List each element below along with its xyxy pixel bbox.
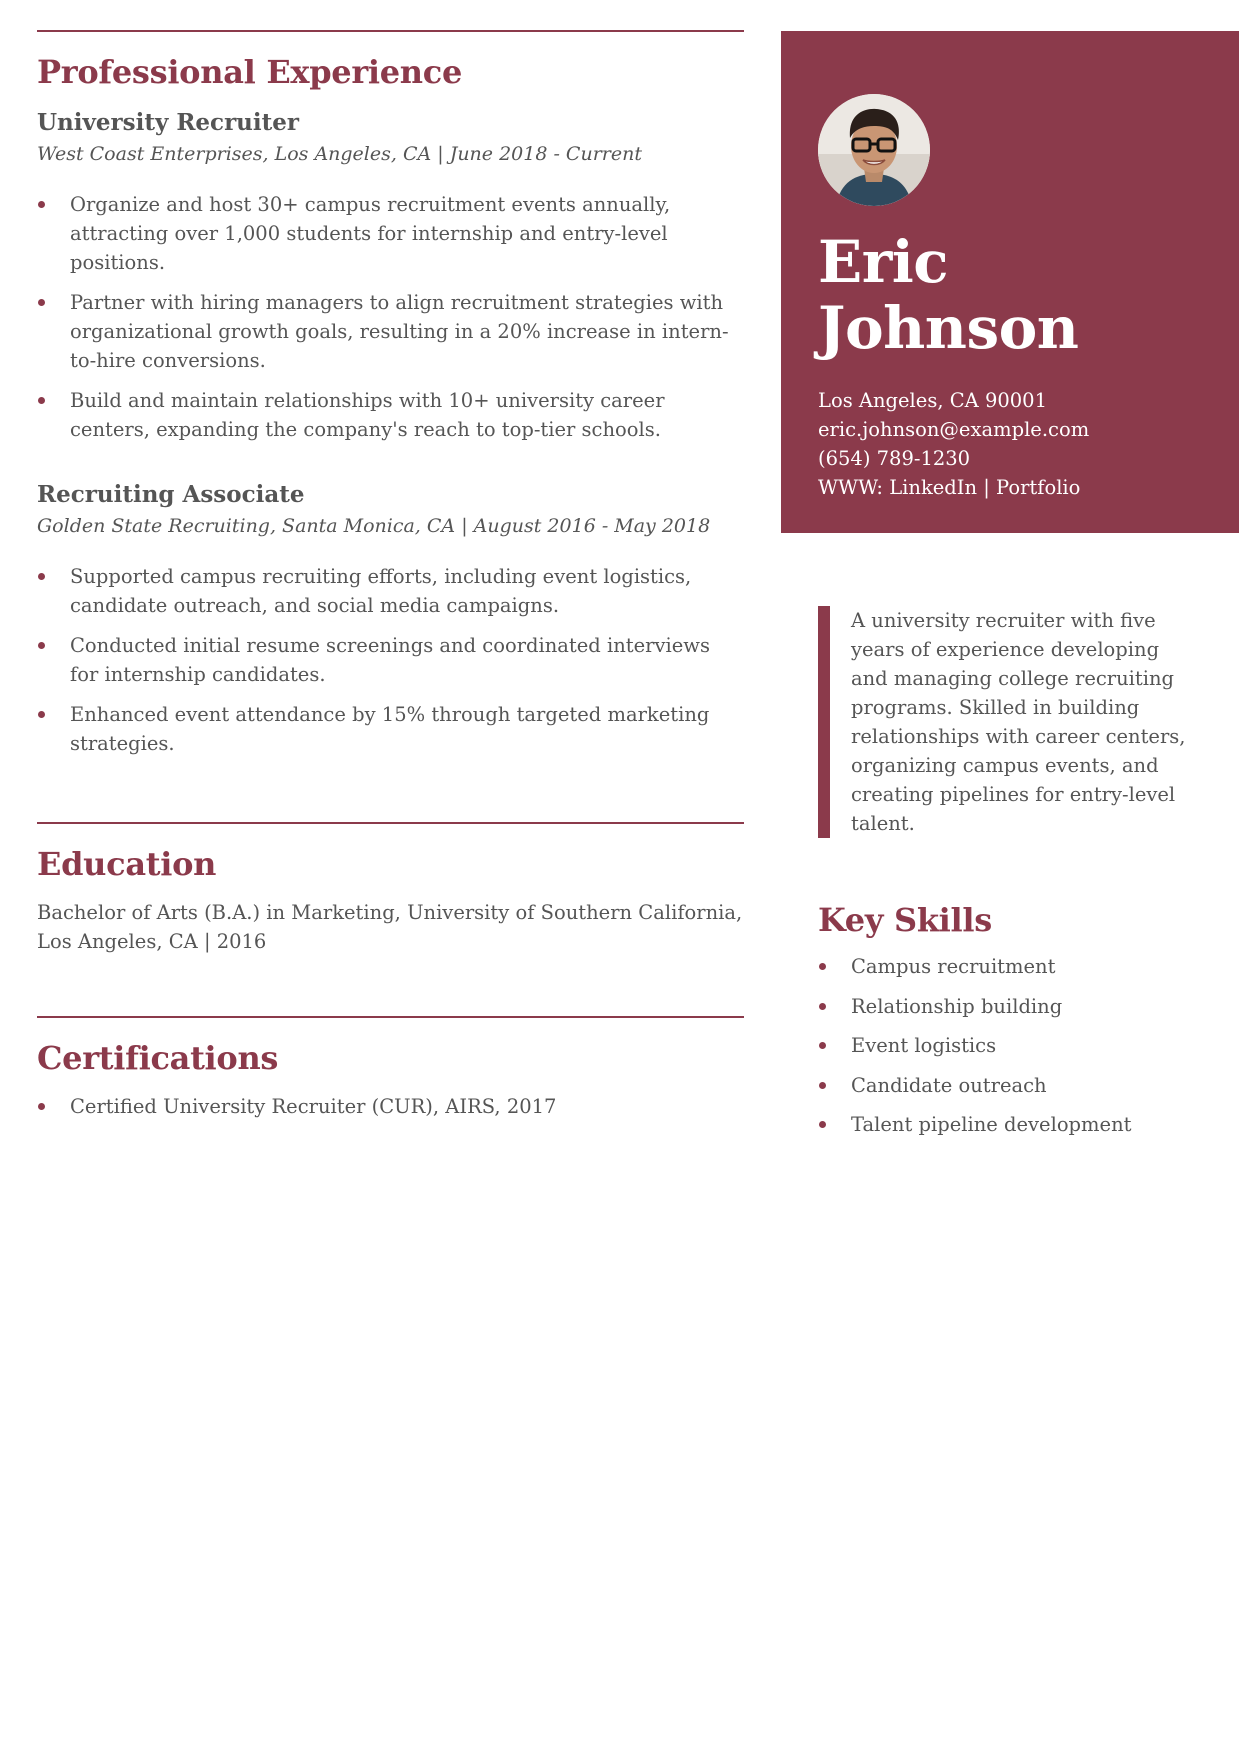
education-heading: Education — [37, 845, 217, 883]
job-dates: June 2018 - Current — [449, 143, 642, 165]
job-company: Golden State Recruiting, Santa Monica, CA — [37, 515, 456, 537]
skill-item: Campus recruitment — [818, 952, 1218, 981]
experience-section — [37, 30, 744, 797]
bullet-item: Supported campus recruiting efforts, including event logistics, candidate outreach, and social media campaigns. — [37, 562, 744, 620]
job-bullets — [37, 562, 744, 758]
skills-heading: Key Skills — [818, 901, 992, 939]
job-company: West Coast Enterprises, Los Angeles, CA — [37, 143, 432, 165]
job-meta: West Coast Enterprises, Los Angeles, CA | June 2018 - Current — [37, 143, 642, 165]
contact-info — [818, 386, 1089, 502]
bullet-item: Organize and host 30+ campus recruitment events annually, attracting over 1,000 students for internship and entry-level positions. — [37, 190, 744, 277]
job-title: University Recruiter — [37, 109, 300, 136]
education-section — [37, 822, 744, 1016]
job-entry — [37, 480, 744, 758]
experience-heading: Professional Experience — [37, 53, 463, 91]
skill-item: Relationship building — [818, 992, 1218, 1021]
bullet-item: Partner with hiring managers to align recruitment strategies with organizational growth goals, resulting in a 20% increase in intern-to-hire conversions. — [37, 288, 744, 375]
job-entry — [37, 108, 744, 444]
skills-list — [818, 952, 1218, 1139]
first-name: Eric — [818, 228, 949, 296]
header-banner — [781, 31, 1239, 533]
last-name: Johnson — [818, 294, 1079, 362]
certifications-heading: Certifications — [37, 1039, 279, 1077]
bullet-item: Enhanced event attendance by 15% through targeted marketing strategies. — [37, 700, 744, 758]
certifications-section — [37, 1016, 744, 1121]
profile-summary: A university recruiter with five years of experience developing and managing college recruiting programs. Skilled in building relationships with career centers, organizing campus events, and creating pipelines for entry-level talent. — [818, 606, 1198, 838]
certifications-list — [37, 1092, 744, 1121]
skills-section — [818, 900, 1218, 1150]
contact-location: Los Angeles, CA 90001 — [818, 389, 1047, 412]
job-dates: August 2016 - May 2018 — [473, 515, 711, 537]
bullet-item: Build and maintain relationships with 10+ university career centers, expanding the company's reach to top-tier schools. — [37, 386, 744, 444]
skill-item: Candidate outreach — [818, 1071, 1218, 1100]
skill-item: Talent pipeline development — [818, 1110, 1218, 1139]
contact-email[interactable]: eric.johnson@example.com — [818, 418, 1090, 441]
bullet-item: Conducted initial resume screenings and coordinated interviews for internship candidates. — [37, 631, 744, 689]
contact-phone: (654) 789-1230 — [818, 447, 971, 470]
job-title: Recruiting Associate — [37, 481, 305, 508]
job-bullets — [37, 190, 744, 444]
contact-links[interactable]: WWW: LinkedIn | Portfolio — [818, 476, 1081, 499]
person-avatar-icon — [818, 94, 930, 206]
certification-item: Certified University Recruiter (CUR), AIRS, 2017 — [37, 1092, 744, 1121]
skill-item: Event logistics — [818, 1031, 1218, 1060]
candidate-name — [818, 229, 1078, 361]
main-column — [37, 30, 744, 1132]
education-entry: Bachelor of Arts (B.A.) in Marketing, University of Southern California, Los Angeles, CA | 2016 — [37, 901, 743, 953]
job-meta: Golden State Recruiting, Santa Monica, CA | August 2016 - May 2018 — [37, 515, 711, 537]
